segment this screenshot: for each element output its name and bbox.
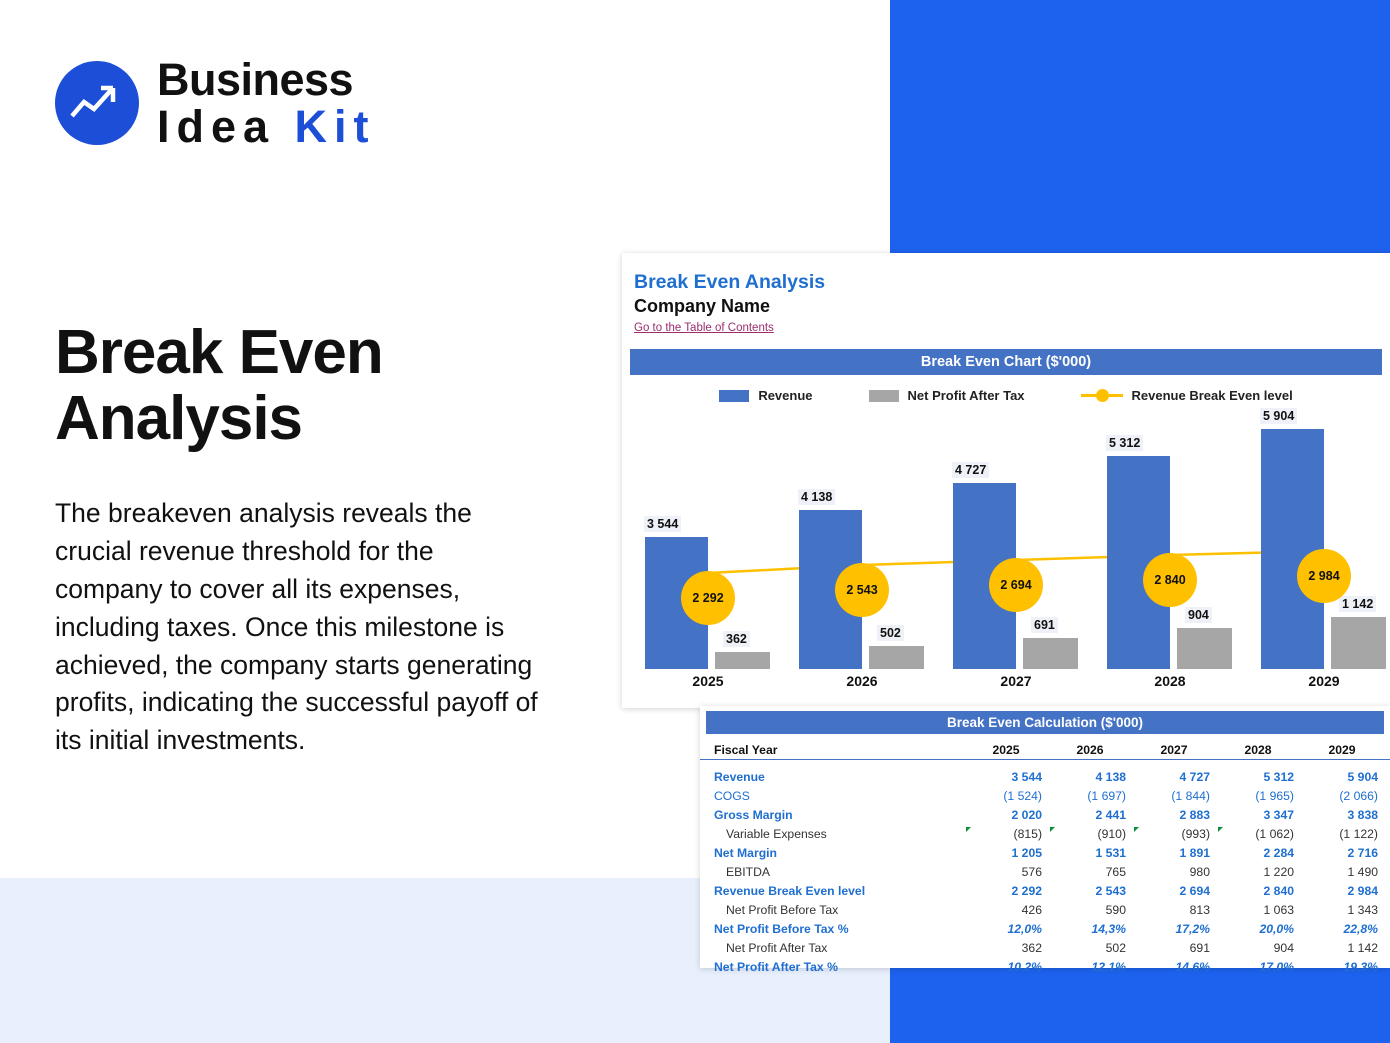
- table-row: [700, 881, 1390, 900]
- row-label: Net Margin: [714, 845, 777, 860]
- row-value: (815): [970, 824, 1054, 843]
- table-row: [700, 786, 1390, 805]
- bar-label-net-profit: 1 142: [1339, 596, 1376, 612]
- row-label: Net Profit After Tax: [726, 940, 828, 955]
- row-label: EBITDA: [726, 864, 771, 879]
- row-value: 2 984: [1347, 883, 1378, 898]
- x-tick-2028: 2028: [1154, 673, 1186, 689]
- row-value: 14,3%: [1091, 921, 1126, 936]
- row-label: Net Profit After Tax %: [714, 959, 838, 974]
- legend-swatch-net-profit-icon: [869, 390, 899, 402]
- row-value: 362: [1021, 940, 1042, 955]
- row-value: 17,2%: [1175, 921, 1210, 936]
- row-value: 10,2%: [1007, 959, 1042, 974]
- legend-item-revenue: [719, 388, 812, 403]
- row-value: 2 694: [1179, 883, 1210, 898]
- legend-label-break-even: Revenue Break Even level: [1131, 388, 1293, 403]
- x-tick-2025: 2025: [692, 673, 724, 689]
- row-value: (2 066): [1339, 788, 1378, 803]
- row-value: 2 543: [1095, 883, 1126, 898]
- row-value: 20,0%: [1259, 921, 1294, 936]
- row-value: 5 904: [1347, 769, 1378, 784]
- row-value: 1 531: [1095, 845, 1126, 860]
- growth-arrow-icon: [68, 80, 126, 126]
- row-value: 3 347: [1263, 807, 1294, 822]
- row-label: COGS: [714, 788, 750, 803]
- break-even-marker-2025: 2 292: [681, 571, 735, 625]
- break-even-chart-card: [622, 253, 1390, 708]
- logo-kit-text: Kit: [294, 101, 376, 152]
- row-value: 813: [1189, 902, 1210, 917]
- row-value: 2 840: [1263, 883, 1294, 898]
- table-spacer-row: [700, 760, 1390, 768]
- break-even-calculation-card: [700, 706, 1390, 974]
- legend-swatch-revenue-icon: [719, 390, 749, 402]
- row-value: (1 062): [1222, 824, 1306, 843]
- row-value: 2 441: [1095, 807, 1126, 822]
- row-value: 590: [1105, 902, 1126, 917]
- bar-label-revenue: 4 138: [798, 489, 835, 505]
- row-value: 2 292: [1011, 883, 1042, 898]
- bar-label-revenue: 4 727: [952, 462, 989, 478]
- logo-line-1: Business: [157, 54, 354, 105]
- sheet-title: Break Even Analysis: [634, 271, 826, 293]
- chart-x-axis: [622, 673, 1390, 703]
- table-row: [700, 957, 1390, 976]
- row-value: 14,6%: [1175, 959, 1210, 974]
- row-value: 5 312: [1263, 769, 1294, 784]
- row-value: (1 122): [1339, 826, 1378, 841]
- row-value: 576: [1021, 864, 1042, 879]
- bar-label-net-profit: 502: [877, 625, 904, 641]
- bar-label-revenue: 3 544: [644, 516, 681, 532]
- row-value: 19,3%: [1343, 959, 1378, 974]
- row-value: 904: [1273, 940, 1294, 955]
- company-name: Company Name: [634, 296, 771, 316]
- logo-idea-text: Idea: [157, 101, 295, 152]
- table-row: [700, 824, 1390, 843]
- row-value: 1 205: [1011, 845, 1042, 860]
- row-value: 691: [1189, 940, 1210, 955]
- table-header-2026: 2026: [1054, 740, 1138, 760]
- background-block-top-right: [890, 0, 1390, 258]
- table-header-2027: 2027: [1138, 740, 1222, 760]
- bar-net-profit: [715, 652, 770, 669]
- row-value: 1 220: [1263, 864, 1294, 879]
- chart-plot-area: [622, 409, 1390, 669]
- chart-banner-title: Break Even Chart ($'000): [630, 349, 1382, 375]
- bar-net-profit: [1331, 617, 1386, 669]
- row-value: (910): [1054, 824, 1138, 843]
- row-value: 980: [1189, 864, 1210, 879]
- table-header-fiscal-year: Fiscal Year: [700, 740, 970, 760]
- row-value: 3 544: [1011, 769, 1042, 784]
- table-row: [700, 767, 1390, 786]
- table-row: [700, 919, 1390, 938]
- row-value: (1 965): [1255, 788, 1294, 803]
- table-banner-title: Break Even Calculation ($'000): [706, 711, 1384, 734]
- row-value: 2 284: [1263, 845, 1294, 860]
- bar-revenue: [1261, 429, 1324, 669]
- row-value: 12,1%: [1091, 959, 1126, 974]
- row-value: 22,8%: [1343, 921, 1378, 936]
- legend-label-revenue: Revenue: [758, 388, 813, 403]
- table-header-2029: 2029: [1306, 740, 1390, 760]
- table-header-row: [700, 740, 1390, 760]
- row-value: (1 524): [1003, 788, 1042, 803]
- chart-legend: [622, 388, 1390, 403]
- x-tick-2027: 2027: [1000, 673, 1032, 689]
- table-row: [700, 862, 1390, 881]
- page-description: The breakeven analysis reveals the crucial revenue threshold for the company to cover all its expenses, including taxes. Once this milestone is achieved, the company starts generating profits, indicating the successful payoff of its initial investments.: [55, 498, 538, 756]
- table-header-2025: 2025: [970, 740, 1054, 760]
- table-row: [700, 938, 1390, 957]
- logo-circle-icon: [55, 61, 139, 145]
- row-value: (993): [1138, 824, 1222, 843]
- row-value: 426: [1021, 902, 1042, 917]
- row-value: 1 490: [1347, 864, 1378, 879]
- legend-item-net-profit: [869, 388, 1025, 403]
- table-row: [700, 843, 1390, 862]
- row-label: Net Profit Before Tax: [726, 902, 839, 917]
- bar-label-net-profit: 904: [1185, 607, 1212, 623]
- row-value: 2 020: [1011, 807, 1042, 822]
- row-value: 1 063: [1263, 902, 1294, 917]
- row-label: Variable Expenses: [726, 826, 827, 841]
- row-value: 4 727: [1179, 769, 1210, 784]
- break-even-table: [700, 740, 1390, 976]
- logo: [55, 54, 376, 152]
- x-tick-2029: 2029: [1308, 673, 1340, 689]
- row-value: 4 138: [1095, 769, 1126, 784]
- row-value: 2 716: [1347, 845, 1378, 860]
- break-even-marker-2028: 2 840: [1143, 553, 1197, 607]
- table-row: [700, 805, 1390, 824]
- table-header-2028: 2028: [1222, 740, 1306, 760]
- row-value: 1 142: [1347, 940, 1378, 955]
- row-value: (1 697): [1087, 788, 1126, 803]
- bar-label-net-profit: 362: [723, 631, 750, 647]
- table-row: [700, 900, 1390, 919]
- legend-label-net-profit: Net Profit After Tax: [907, 388, 1025, 403]
- row-value: 3 838: [1347, 807, 1378, 822]
- row-value: 12,0%: [1007, 921, 1042, 936]
- bar-label-net-profit: 691: [1031, 617, 1058, 633]
- legend-item-break-even: [1081, 388, 1293, 403]
- legend-swatch-break-even-icon: [1081, 394, 1123, 397]
- bar-net-profit: [869, 646, 924, 669]
- x-tick-2026: 2026: [846, 673, 878, 689]
- break-even-marker-2027: 2 694: [989, 558, 1043, 612]
- row-label: Revenue: [714, 769, 765, 784]
- bar-net-profit: [1177, 628, 1232, 669]
- row-value: (1 844): [1171, 788, 1210, 803]
- row-value: 502: [1105, 940, 1126, 955]
- bar-net-profit: [1023, 638, 1078, 669]
- row-value: 17,0%: [1259, 959, 1294, 974]
- row-label: Net Profit Before Tax %: [714, 921, 849, 936]
- bar-label-revenue: 5 904: [1260, 408, 1297, 424]
- row-label: Revenue Break Even level: [714, 883, 866, 898]
- row-value: 765: [1105, 864, 1126, 879]
- page-title: Break Even Analysis: [55, 318, 383, 453]
- row-value: 2 883: [1179, 807, 1210, 822]
- logo-line-2: [157, 101, 376, 152]
- row-label: Gross Margin: [714, 807, 793, 822]
- break-even-marker-2026: 2 543: [835, 563, 889, 617]
- break-even-marker-2029: 2 984: [1297, 549, 1351, 603]
- table-of-contents-link[interactable]: Go to the Table of Contents: [634, 322, 774, 334]
- row-value: 1 891: [1179, 845, 1210, 860]
- row-value: 1 343: [1347, 902, 1378, 917]
- bar-label-revenue: 5 312: [1106, 435, 1143, 451]
